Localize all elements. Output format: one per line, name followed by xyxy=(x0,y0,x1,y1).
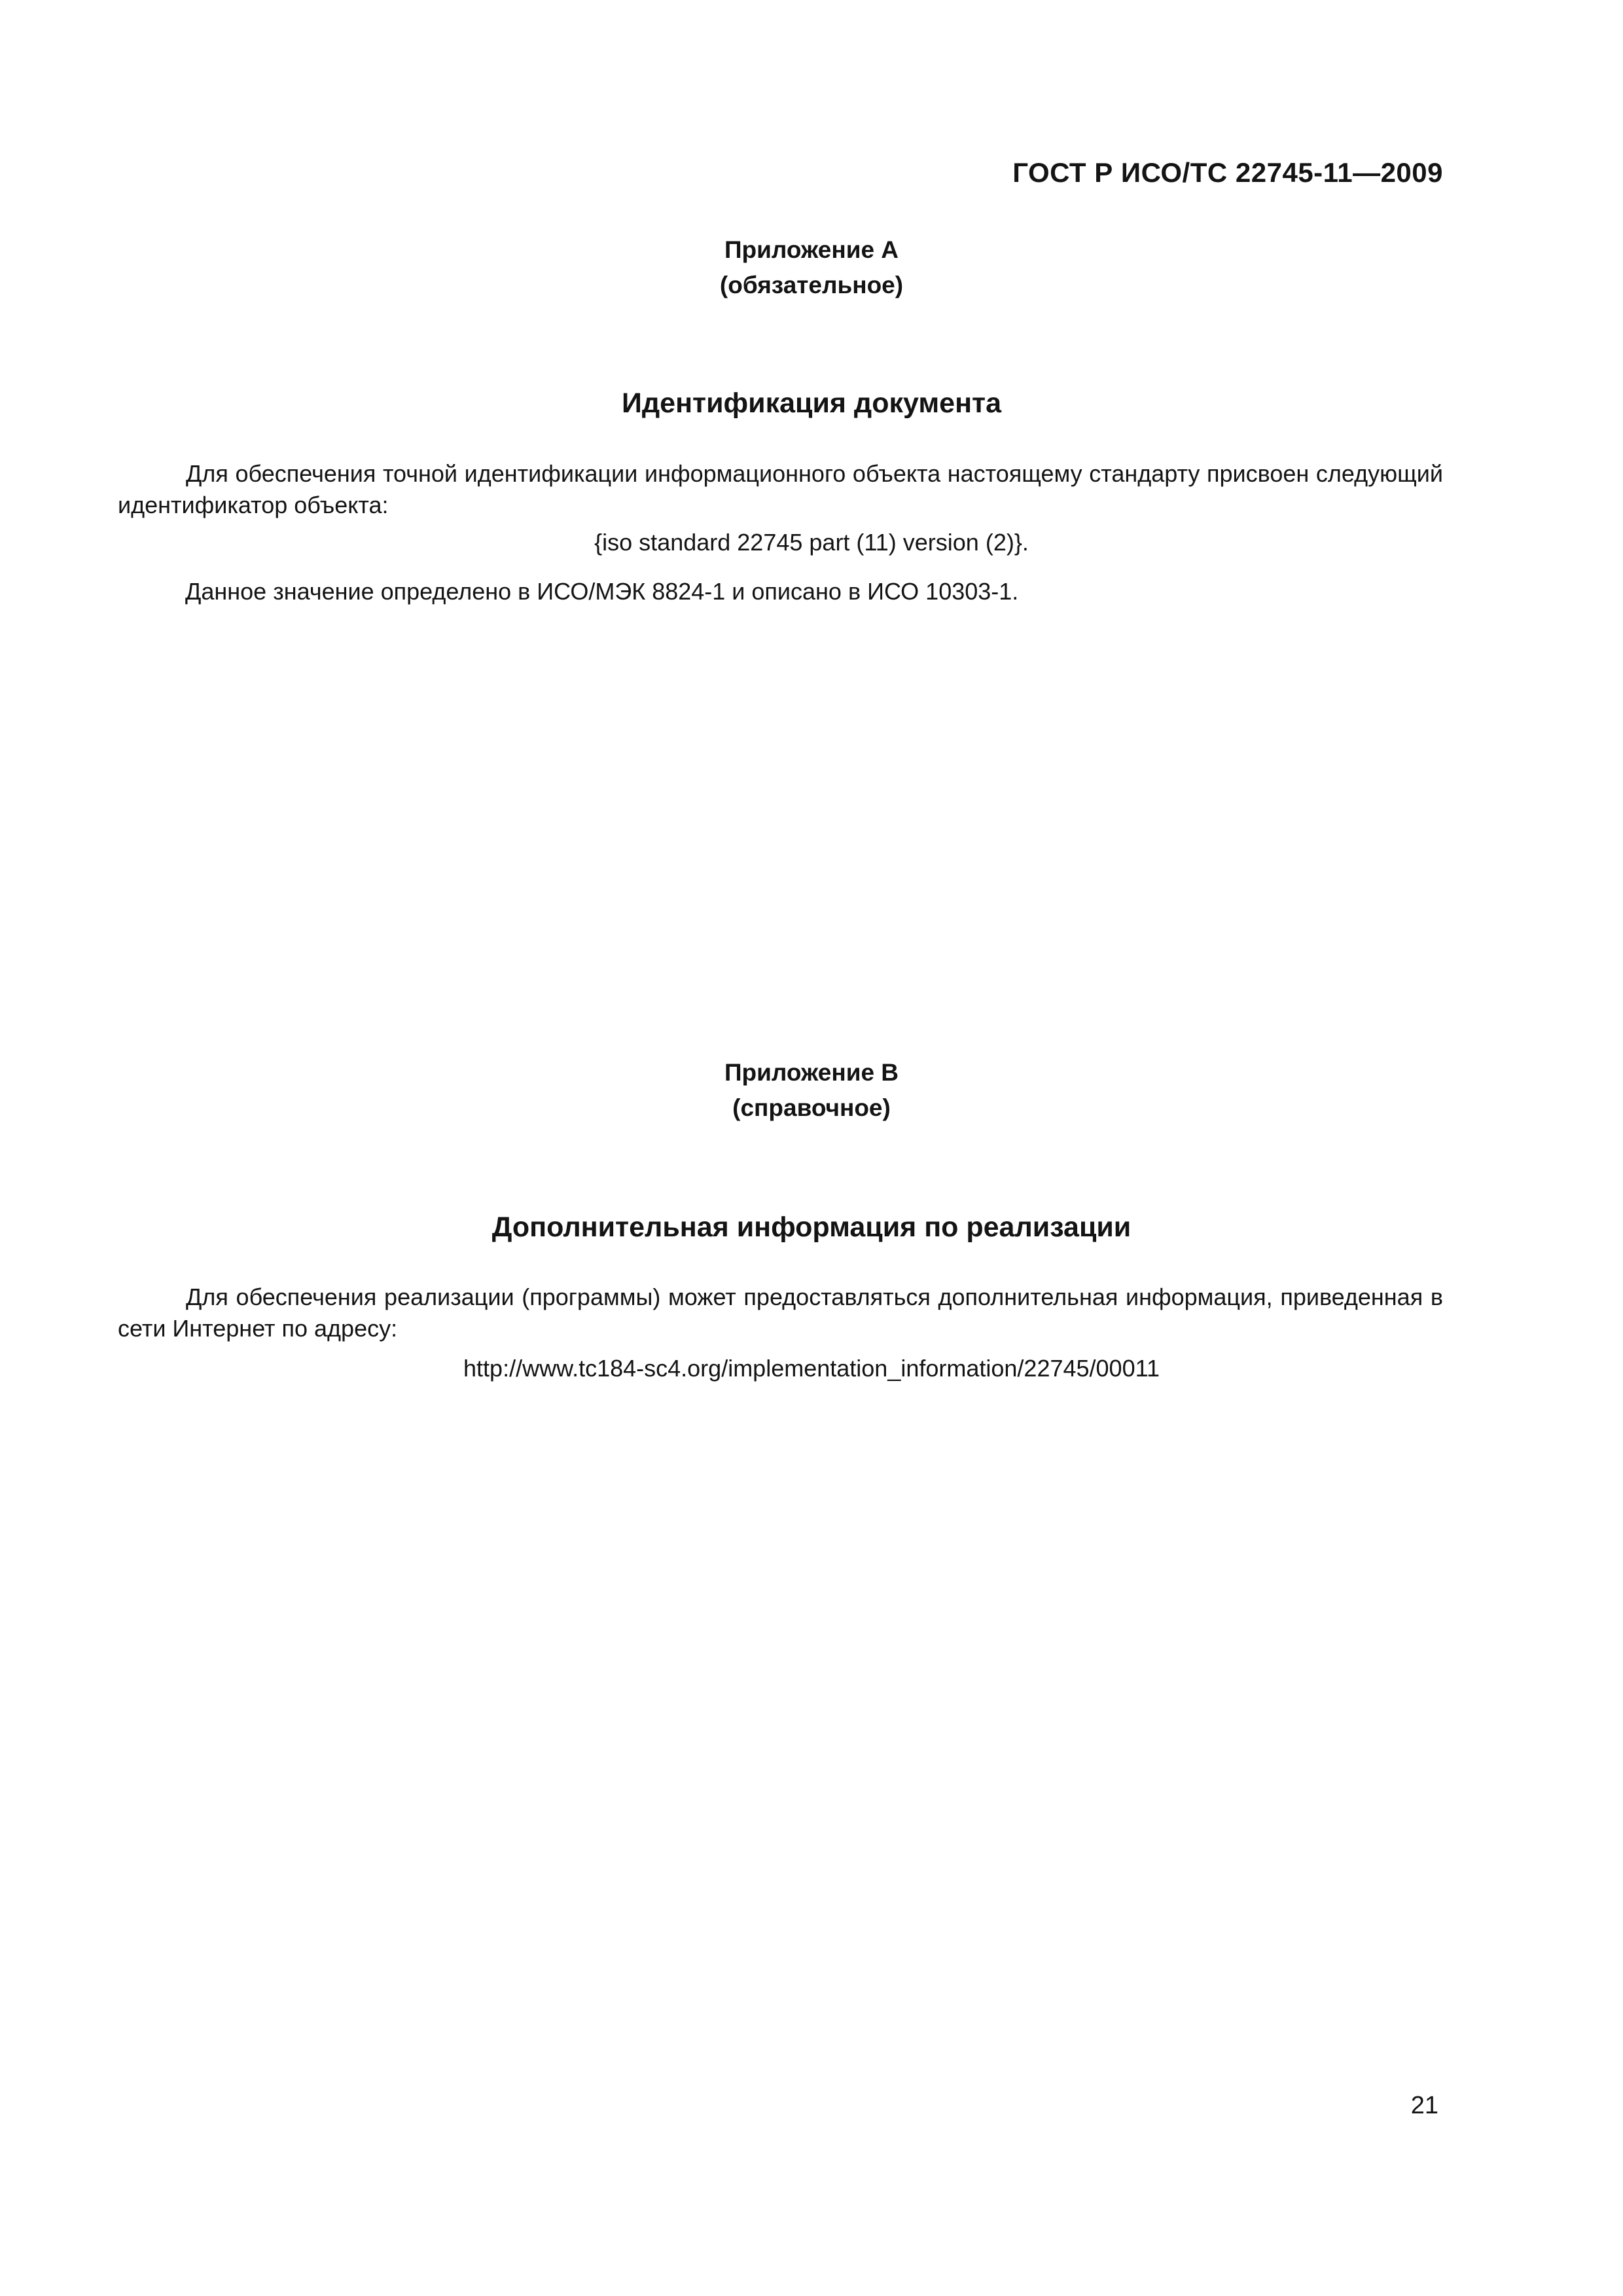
annex-b-paragraph-1: Для обеспечения реализации (программы) может предоставляться дополнительная информация, приведенная в сети Интернет по адресу: xyxy=(118,1283,1443,1342)
annex-b-label xyxy=(0,1055,1623,1126)
object-identifier: {iso standard 22745 part (11) version (2)}. xyxy=(594,529,1029,556)
annex-a-paragraph-1: Для обеспечения точной идентификации информационного объекта настоящему стандарту присвоен следующий идентификатор объекта: xyxy=(118,460,1443,518)
annex-a-status: (обязательное) xyxy=(719,272,904,298)
annex-a-title: Приложение А xyxy=(724,236,899,263)
annex-a-heading: Идентификация документа xyxy=(621,387,1002,419)
annex-a-label xyxy=(0,232,1623,303)
annex-b-status: (справочное) xyxy=(732,1094,891,1121)
standard-code-header: ГОСТ Р ИСО/ТС 22745-11—2009 xyxy=(1012,157,1443,188)
annex-b-title: Приложение В xyxy=(724,1059,899,1086)
implementation-info-url[interactable]: http://www.tc184-sc4.org/implementation_information/22745/00011 xyxy=(463,1355,1160,1382)
page-number: 21 xyxy=(1410,2092,1438,2119)
annex-b-heading: Дополнительная информация по реализации xyxy=(491,1211,1132,1243)
annex-a-paragraph-2: Данное значение определено в ИСО/МЭК 8824-1 и описано в ИСО 10303-1. xyxy=(185,578,1019,605)
